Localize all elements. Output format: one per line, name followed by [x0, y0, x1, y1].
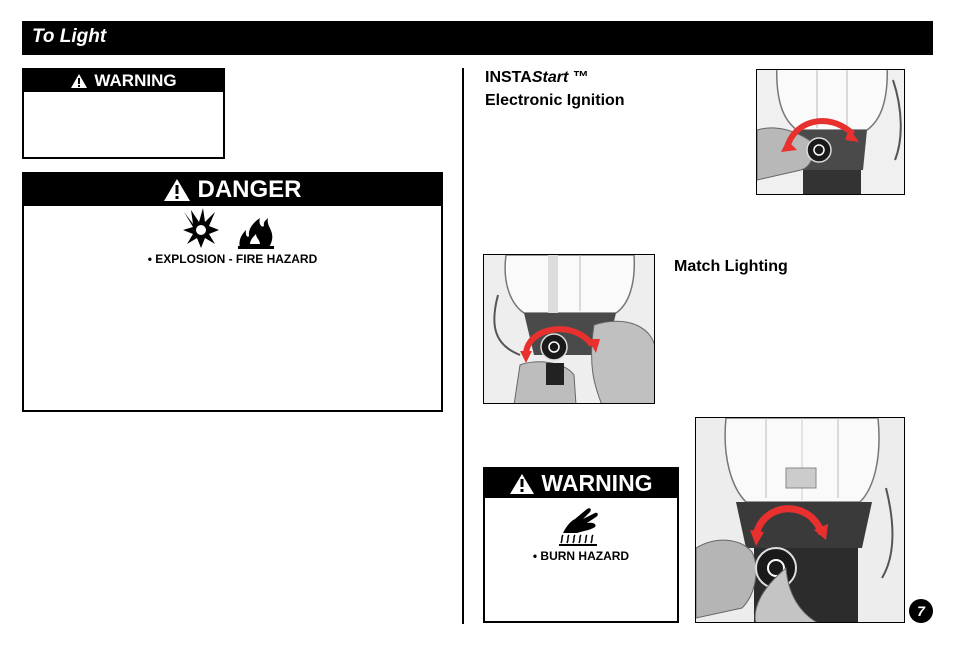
match-lighting-photo [483, 254, 655, 404]
warning-header [485, 469, 677, 498]
warning-box-top [22, 68, 225, 159]
lantern-match-illustration [484, 255, 655, 404]
match-lighting-heading: Match Lighting [674, 258, 788, 275]
warning-label: WARNING [541, 470, 653, 496]
page-title: To Light [32, 26, 107, 47]
danger-label: DANGER [197, 176, 302, 203]
burn-hand-icon [557, 503, 601, 547]
lantern-closeup-photo [695, 417, 905, 623]
warning-triangle-icon [509, 473, 535, 495]
title-bar [22, 21, 933, 55]
warning-triangle-icon [163, 178, 191, 202]
instastart-heading [485, 68, 589, 88]
danger-hazard-text: • EXPLOSION - FIRE HAZARD [147, 252, 318, 266]
instastart-subtitle: Electronic Ignition [485, 92, 625, 109]
explosion-icon [181, 208, 221, 250]
page-number: 7 [909, 599, 933, 623]
column-divider [462, 68, 464, 624]
warning-label: WARNING [94, 71, 177, 90]
lantern-closeup-illustration [696, 418, 905, 623]
warning-header [24, 70, 223, 92]
lantern-ignition-illustration [757, 70, 905, 195]
instastart-italic: Start [531, 69, 569, 86]
warning-triangle-icon [70, 73, 88, 89]
ignition-photo [756, 69, 905, 195]
burn-hazard-text: • BURN HAZARD [532, 549, 630, 563]
warning-box-bottom [483, 467, 679, 623]
instastart-suffix: ™ [568, 69, 589, 86]
instastart-prefix: INSTA [485, 69, 532, 86]
fire-icon [236, 214, 276, 250]
danger-box [22, 172, 443, 412]
danger-header [24, 174, 441, 206]
